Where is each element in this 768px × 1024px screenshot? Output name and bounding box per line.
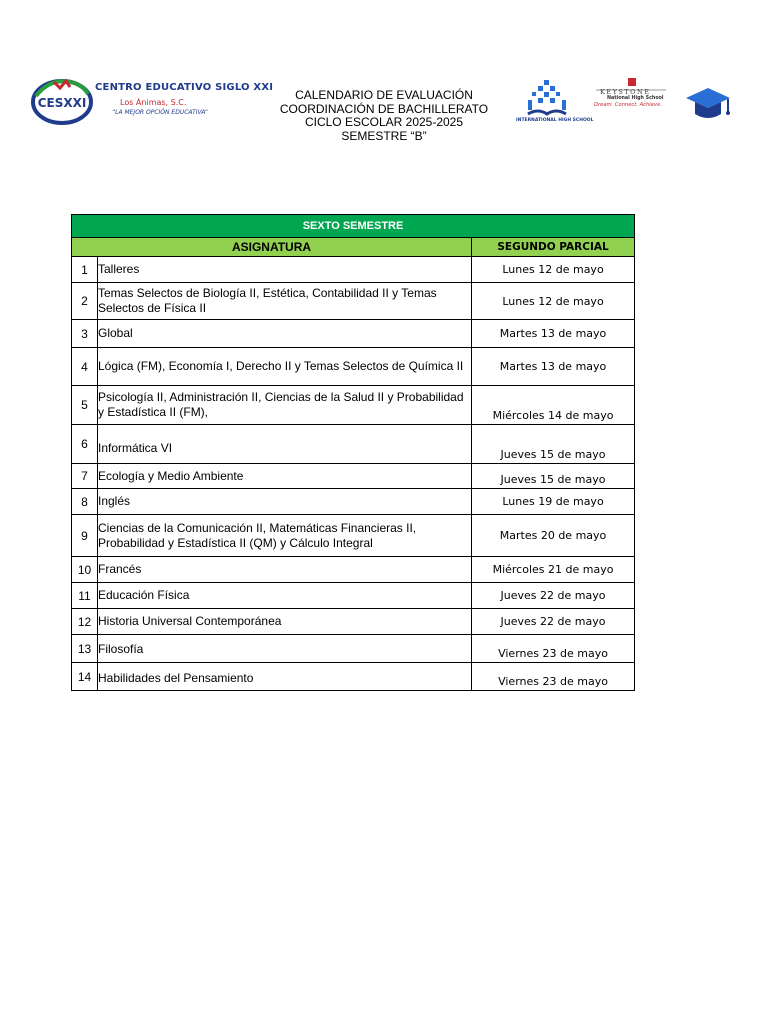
row-date: Viernes 23 de mayo	[472, 663, 635, 691]
keystone-tagline: Dream. Connect. Achieve.	[594, 102, 662, 108]
row-date: Miércoles 14 de mayo	[472, 386, 635, 425]
row-subject: Francés	[98, 557, 472, 583]
graduation-cap-icon	[684, 82, 732, 126]
keystone-name: KEYSTONE	[600, 88, 651, 96]
row-subject: Filosofía	[98, 635, 472, 663]
row-date: Lunes 12 de mayo	[472, 257, 635, 283]
row-number: 12	[72, 609, 98, 635]
row-date: Miércoles 21 de mayo	[472, 557, 635, 583]
column-header-exam: SEGUNDO PARCIAL	[472, 238, 635, 257]
row-subject: Ecología y Medio Ambiente	[98, 464, 472, 489]
row-subject: Educación Física	[98, 583, 472, 609]
table-row	[72, 583, 635, 609]
row-date: Lunes 12 de mayo	[472, 283, 635, 320]
school-name: CENTRO EDUCATIVO SIGLO XXI	[95, 82, 274, 93]
row-number: 6	[72, 425, 98, 464]
row-number: 7	[72, 464, 98, 489]
row-date: Viernes 23 de mayo	[472, 635, 635, 663]
table-row	[72, 663, 635, 691]
table-row	[72, 464, 635, 489]
row-number: 13	[72, 635, 98, 663]
table-row	[72, 386, 635, 425]
row-number: 14	[72, 663, 98, 691]
table-row	[72, 489, 635, 515]
row-date: Lunes 19 de mayo	[472, 489, 635, 515]
table-row	[72, 557, 635, 583]
row-number: 4	[72, 348, 98, 386]
table-row	[72, 635, 635, 663]
cesxxi-logo-text: CESXXI	[37, 96, 87, 110]
title-line: CICLO ESCOLAR 2025-2025	[304, 115, 464, 129]
table-row	[72, 348, 635, 386]
table-row	[72, 425, 635, 464]
cesxxi-logo	[30, 76, 94, 126]
row-date: Jueves 22 de mayo	[472, 609, 635, 635]
row-date: Jueves 22 de mayo	[472, 583, 635, 609]
row-subject: Inglés	[98, 489, 472, 515]
row-subject: Temas Selectos de Biología II, Estética, Contabilidad II y Temas Selectos de Física II	[98, 283, 472, 320]
school-subtitle: Los Ánimas, S.C.	[120, 98, 187, 107]
keystone-subtitle: National High School	[607, 96, 664, 101]
row-number: 11	[72, 583, 98, 609]
row-number: 5	[72, 386, 98, 425]
title-line: CALENDARIO DE EVALUACIÓN	[295, 88, 473, 102]
semester-header-row	[72, 215, 635, 238]
row-date: Martes 13 de mayo	[472, 348, 635, 386]
row-subject: Historia Universal Contemporánea	[98, 609, 472, 635]
school-motto: “LA MEJOR OPCIÓN EDUCATIVA”	[112, 109, 208, 116]
evaluation-calendar-table	[71, 214, 635, 691]
ihs-label: INTERNATIONAL HIGH SCHOOL	[516, 118, 594, 123]
table-row	[72, 257, 635, 283]
row-date: Jueves 15 de mayo	[472, 464, 635, 489]
row-subject: Global	[98, 320, 472, 348]
document-header	[0, 70, 768, 180]
row-subject: Psicología II, Administración II, Ciencias de la Salud II y Probabilidad y Estadística II (FM),	[98, 386, 472, 425]
table-row	[72, 283, 635, 320]
title-line: SEMESTRE “B”	[341, 128, 427, 143]
row-number: 1	[72, 257, 98, 283]
row-subject: Lógica (FM), Economía I, Derecho II y Temas Selectos de Química II	[98, 348, 472, 386]
semester-title: SEXTO SEMESTRE	[72, 215, 635, 238]
row-date: Martes 13 de mayo	[472, 320, 635, 348]
row-number: 10	[72, 557, 98, 583]
table-row	[72, 515, 635, 557]
column-header-row	[72, 238, 635, 257]
row-date: Jueves 15 de mayo	[472, 425, 635, 464]
international-high-school-logo	[520, 78, 576, 134]
document-title	[270, 89, 498, 143]
row-subject: Informática VI	[98, 425, 472, 464]
row-subject: Habilidades del Pensamiento	[98, 663, 472, 691]
table-row	[72, 320, 635, 348]
column-header-subject: ASIGNATURA	[72, 238, 472, 257]
table-row	[72, 609, 635, 635]
row-subject: Ciencias de la Comunicación II, Matemáticas Financieras II, Probabilidad y Estadística II (QM) y Cálculo Integral	[98, 515, 472, 557]
title-line: COORDINACIÓN DE BACHILLERATO	[279, 101, 489, 116]
row-number: 9	[72, 515, 98, 557]
row-number: 2	[72, 283, 98, 320]
row-date: Martes 20 de mayo	[472, 515, 635, 557]
row-number: 3	[72, 320, 98, 348]
row-subject: Talleres	[98, 257, 472, 283]
row-number: 8	[72, 489, 98, 515]
